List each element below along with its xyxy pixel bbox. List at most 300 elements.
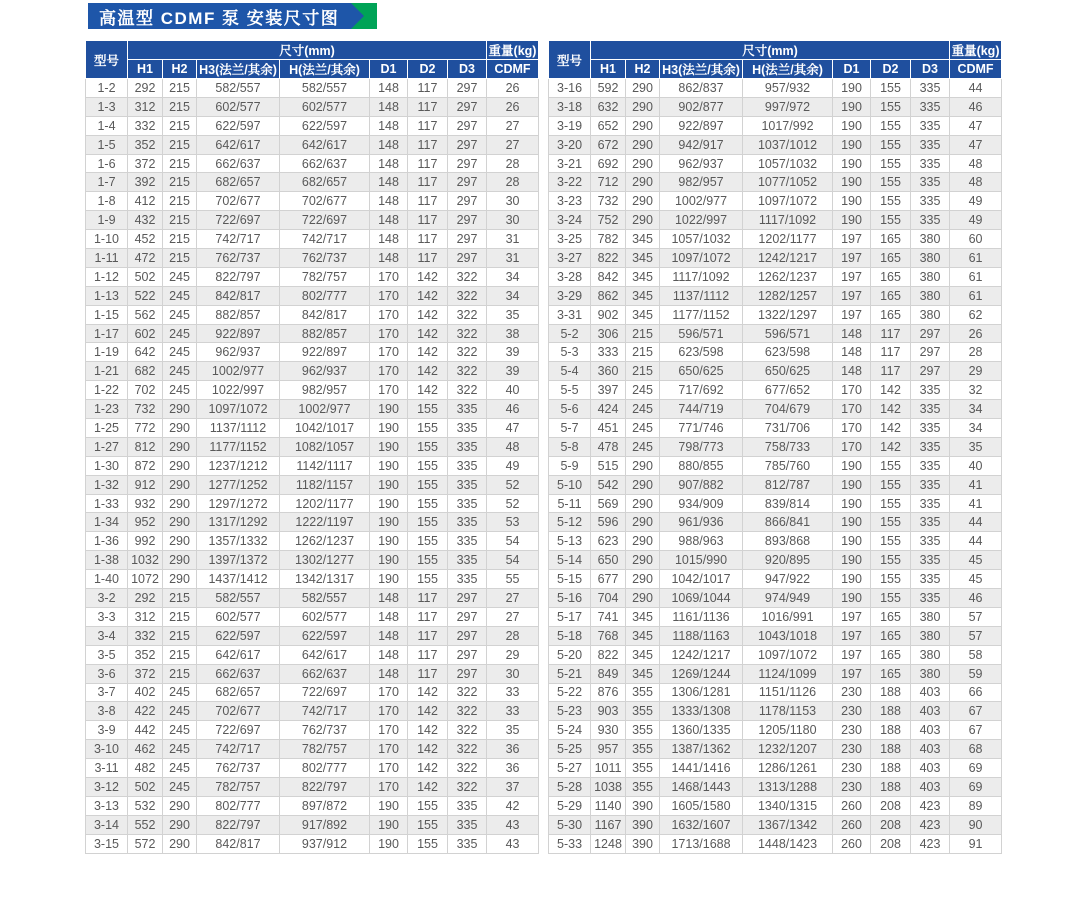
value-cell: 345 (626, 645, 660, 664)
value-cell: 502 (128, 777, 163, 796)
value-cell: 672 (591, 135, 626, 154)
value-cell: 197 (833, 286, 871, 305)
value-cell: 47 (950, 135, 1002, 154)
value-cell: 1097/1072 (743, 645, 833, 664)
value-cell: 190 (370, 796, 408, 815)
value-cell: 732 (128, 400, 163, 419)
value-cell: 62 (950, 305, 1002, 324)
value-cell: 380 (911, 249, 950, 268)
value-cell: 596/571 (660, 324, 743, 343)
value-cell: 622/597 (280, 116, 370, 135)
value-cell: 403 (911, 740, 950, 759)
value-cell: 1202/1177 (743, 230, 833, 249)
value-cell: 57 (950, 607, 1002, 626)
value-cell: 335 (911, 456, 950, 475)
value-cell: 170 (370, 267, 408, 286)
table-row (549, 551, 1002, 570)
col-group-dimensions: 尺寸(mm) (591, 41, 950, 60)
value-cell: 188 (871, 777, 911, 796)
value-cell: 45 (950, 570, 1002, 589)
value-cell: 650 (591, 551, 626, 570)
value-cell: 335 (911, 400, 950, 419)
table-row (86, 154, 539, 173)
value-cell: 423 (911, 834, 950, 853)
value-cell: 642/617 (197, 135, 280, 154)
value-cell: 89 (950, 796, 1002, 815)
value-cell: 290 (163, 456, 197, 475)
value-cell: 142 (408, 740, 448, 759)
model-cell: 3-29 (549, 286, 591, 305)
value-cell: 744/719 (660, 400, 743, 419)
value-cell: 312 (128, 607, 163, 626)
value-cell: 290 (163, 834, 197, 853)
value-cell: 34 (487, 286, 539, 305)
value-cell: 40 (950, 456, 1002, 475)
value-cell: 1306/1281 (660, 683, 743, 702)
value-cell: 170 (370, 381, 408, 400)
table-row (549, 211, 1002, 230)
value-cell: 215 (163, 97, 197, 116)
value-cell: 478 (591, 437, 626, 456)
col-group-weight: 重量(kg) (487, 41, 539, 60)
value-cell: 903 (591, 702, 626, 721)
table-row (549, 419, 1002, 438)
value-cell: 148 (370, 249, 408, 268)
table-row (86, 362, 539, 381)
value-cell: 215 (163, 645, 197, 664)
value-cell: 190 (370, 456, 408, 475)
value-cell: 335 (448, 532, 487, 551)
value-cell: 642/617 (280, 135, 370, 154)
value-cell: 622/597 (197, 626, 280, 645)
value-cell: 345 (626, 249, 660, 268)
value-cell: 26 (487, 97, 539, 116)
value-cell: 782 (591, 230, 626, 249)
value-cell: 34 (950, 400, 1002, 419)
value-cell: 1178/1153 (743, 702, 833, 721)
value-cell: 190 (370, 475, 408, 494)
value-cell: 165 (871, 645, 911, 664)
value-cell: 1202/1177 (280, 494, 370, 513)
table-row (549, 740, 1002, 759)
value-cell: 1262/1237 (280, 532, 370, 551)
value-cell: 215 (163, 173, 197, 192)
value-cell: 1002/977 (660, 192, 743, 211)
model-cell: 5-6 (549, 400, 591, 419)
value-cell: 54 (487, 532, 539, 551)
model-cell: 5-23 (549, 702, 591, 721)
value-cell: 1222/1197 (280, 513, 370, 532)
value-cell: 1117/1092 (660, 267, 743, 286)
value-cell: 722/697 (280, 211, 370, 230)
table-row (86, 211, 539, 230)
value-cell: 155 (408, 456, 448, 475)
value-cell: 842/817 (197, 834, 280, 853)
value-cell: 29 (487, 645, 539, 664)
value-cell: 937/912 (280, 834, 370, 853)
value-cell: 230 (833, 759, 871, 778)
value-cell: 297 (448, 79, 487, 98)
value-cell: 142 (408, 381, 448, 400)
value-cell: 155 (408, 815, 448, 834)
table-row (549, 305, 1002, 324)
value-cell: 1302/1277 (280, 551, 370, 570)
value-cell: 190 (833, 173, 871, 192)
value-cell: 215 (626, 362, 660, 381)
value-cell: 360 (591, 362, 626, 381)
value-cell: 974/949 (743, 589, 833, 608)
value-cell: 148 (370, 173, 408, 192)
value-cell: 215 (163, 230, 197, 249)
table-body-right (549, 79, 1002, 854)
value-cell: 142 (871, 437, 911, 456)
value-cell: 190 (370, 513, 408, 532)
value-cell: 602 (128, 324, 163, 343)
value-cell: 215 (163, 589, 197, 608)
table-row (86, 286, 539, 305)
value-cell: 762/737 (280, 249, 370, 268)
value-cell: 623/598 (743, 343, 833, 362)
value-cell: 297 (448, 607, 487, 626)
value-cell: 117 (408, 589, 448, 608)
value-cell: 322 (448, 267, 487, 286)
value-cell: 230 (833, 683, 871, 702)
value-cell: 117 (408, 249, 448, 268)
value-cell: 290 (626, 570, 660, 589)
value-cell: 390 (626, 834, 660, 853)
value-cell: 922/897 (660, 116, 743, 135)
model-cell: 1-8 (86, 192, 128, 211)
value-cell: 335 (911, 475, 950, 494)
value-cell: 44 (950, 79, 1002, 98)
value-cell: 762/737 (280, 721, 370, 740)
model-cell: 3-31 (549, 305, 591, 324)
value-cell: 197 (833, 607, 871, 626)
table-row (86, 173, 539, 192)
value-cell: 290 (626, 173, 660, 192)
value-cell: 117 (408, 135, 448, 154)
value-cell: 48 (950, 173, 1002, 192)
table-row (86, 97, 539, 116)
model-cell: 1-40 (86, 570, 128, 589)
value-cell: 731/706 (743, 419, 833, 438)
value-cell: 932 (128, 494, 163, 513)
table-row (86, 267, 539, 286)
value-cell: 662/637 (197, 154, 280, 173)
col-header-cdmf: CDMF (487, 60, 539, 79)
model-cell: 3-7 (86, 683, 128, 702)
value-cell: 335 (911, 532, 950, 551)
value-cell: 190 (370, 551, 408, 570)
value-cell: 345 (626, 305, 660, 324)
value-cell: 345 (626, 267, 660, 286)
value-cell: 1037/1012 (743, 135, 833, 154)
value-cell: 38 (487, 324, 539, 343)
value-cell: 215 (163, 626, 197, 645)
value-cell: 642 (128, 343, 163, 362)
value-cell: 197 (833, 645, 871, 664)
value-cell: 812 (128, 437, 163, 456)
value-cell: 290 (163, 551, 197, 570)
value-cell: 392 (128, 173, 163, 192)
value-cell: 335 (911, 437, 950, 456)
value-cell: 245 (163, 343, 197, 362)
value-cell: 170 (370, 343, 408, 362)
value-cell: 682/657 (197, 173, 280, 192)
value-cell: 866/841 (743, 513, 833, 532)
value-cell: 61 (950, 286, 1002, 305)
value-cell: 117 (871, 324, 911, 343)
value-cell: 230 (833, 721, 871, 740)
value-cell: 902/877 (660, 97, 743, 116)
model-cell: 3-14 (86, 815, 128, 834)
value-cell: 37 (487, 777, 539, 796)
value-cell: 1713/1688 (660, 834, 743, 853)
value-cell: 290 (163, 796, 197, 815)
table-row (549, 702, 1002, 721)
value-cell: 532 (128, 796, 163, 815)
table-row (549, 381, 1002, 400)
value-cell: 352 (128, 645, 163, 664)
model-cell: 1-10 (86, 230, 128, 249)
value-cell: 33 (487, 702, 539, 721)
model-cell: 3-28 (549, 267, 591, 286)
value-cell: 39 (487, 343, 539, 362)
value-cell: 335 (448, 815, 487, 834)
table-row (86, 494, 539, 513)
value-cell: 148 (370, 97, 408, 116)
value-cell: 28 (950, 343, 1002, 362)
model-cell: 3-25 (549, 230, 591, 249)
value-cell: 41 (950, 494, 1002, 513)
value-cell: 1097/1072 (197, 400, 280, 419)
value-cell: 322 (448, 702, 487, 721)
value-cell: 245 (626, 400, 660, 419)
value-cell: 1322/1297 (743, 305, 833, 324)
table-row (549, 154, 1002, 173)
model-cell: 5-11 (549, 494, 591, 513)
value-cell: 333 (591, 343, 626, 362)
value-cell: 188 (871, 759, 911, 778)
value-cell: 1468/1443 (660, 777, 743, 796)
value-cell: 197 (833, 267, 871, 286)
value-cell: 1117/1092 (743, 211, 833, 230)
table-row (549, 475, 1002, 494)
col-header-h: H(法兰/其余) (280, 60, 370, 79)
model-cell: 1-3 (86, 97, 128, 116)
value-cell: 190 (370, 570, 408, 589)
value-cell: 165 (871, 249, 911, 268)
value-cell: 423 (911, 815, 950, 834)
model-cell: 5-20 (549, 645, 591, 664)
model-cell: 5-25 (549, 740, 591, 759)
value-cell: 722/697 (197, 721, 280, 740)
value-cell: 1011 (591, 759, 626, 778)
value-cell: 912 (128, 475, 163, 494)
value-cell: 372 (128, 664, 163, 683)
value-cell: 397 (591, 381, 626, 400)
col-group-weight: 重量(kg) (950, 41, 1002, 60)
value-cell: 1015/990 (660, 551, 743, 570)
value-cell: 402 (128, 683, 163, 702)
value-cell: 155 (871, 135, 911, 154)
value-cell: 155 (871, 173, 911, 192)
col-group-dimensions: 尺寸(mm) (128, 41, 487, 60)
model-cell: 3-15 (86, 834, 128, 853)
value-cell: 190 (370, 494, 408, 513)
value-cell: 322 (448, 305, 487, 324)
value-cell: 1188/1163 (660, 626, 743, 645)
value-cell: 922/897 (197, 324, 280, 343)
value-cell: 165 (871, 626, 911, 645)
value-cell: 872 (128, 456, 163, 475)
value-cell: 290 (626, 475, 660, 494)
model-cell: 3-4 (86, 626, 128, 645)
value-cell: 322 (448, 721, 487, 740)
value-cell: 245 (163, 381, 197, 400)
table-header (549, 41, 1002, 79)
value-cell: 1016/991 (743, 607, 833, 626)
value-cell: 403 (911, 759, 950, 778)
value-cell: 60 (950, 230, 1002, 249)
value-cell: 155 (871, 456, 911, 475)
value-cell: 297 (448, 116, 487, 135)
value-cell: 335 (911, 135, 950, 154)
value-cell: 345 (626, 607, 660, 626)
value-cell: 335 (448, 456, 487, 475)
value-cell: 1367/1342 (743, 815, 833, 834)
model-cell: 5-7 (549, 419, 591, 438)
value-cell: 882/857 (280, 324, 370, 343)
value-cell: 1448/1423 (743, 834, 833, 853)
value-cell: 1232/1207 (743, 740, 833, 759)
model-cell: 1-6 (86, 154, 128, 173)
value-cell: 562 (128, 305, 163, 324)
model-cell: 3-20 (549, 135, 591, 154)
value-cell: 297 (448, 664, 487, 683)
value-cell: 52 (487, 475, 539, 494)
value-cell: 1397/1372 (197, 551, 280, 570)
table-row (549, 400, 1002, 419)
value-cell: 1097/1072 (660, 249, 743, 268)
value-cell: 762/737 (197, 249, 280, 268)
model-cell: 1-19 (86, 343, 128, 362)
table-row (86, 135, 539, 154)
value-cell: 822/797 (197, 815, 280, 834)
value-cell: 297 (448, 645, 487, 664)
value-cell: 1077/1052 (743, 173, 833, 192)
value-cell: 822 (591, 645, 626, 664)
value-cell: 290 (626, 589, 660, 608)
value-cell: 290 (626, 456, 660, 475)
table-row (86, 192, 539, 211)
value-cell: 1342/1317 (280, 570, 370, 589)
model-cell: 5-29 (549, 796, 591, 815)
table-row (549, 97, 1002, 116)
value-cell: 312 (128, 97, 163, 116)
model-cell: 1-11 (86, 249, 128, 268)
value-cell: 188 (871, 702, 911, 721)
value-cell: 297 (448, 135, 487, 154)
value-cell: 208 (871, 834, 911, 853)
value-cell: 47 (950, 116, 1002, 135)
model-cell: 5-30 (549, 815, 591, 834)
value-cell: 46 (950, 589, 1002, 608)
value-cell: 961/936 (660, 513, 743, 532)
table-row (86, 532, 539, 551)
col-header-model: 型号 (549, 41, 591, 79)
value-cell: 67 (950, 702, 1002, 721)
value-cell: 1632/1607 (660, 815, 743, 834)
value-cell: 1161/1136 (660, 607, 743, 626)
value-cell: 57 (950, 626, 1002, 645)
value-cell: 245 (626, 419, 660, 438)
value-cell: 332 (128, 116, 163, 135)
value-cell: 142 (408, 759, 448, 778)
model-cell: 3-22 (549, 173, 591, 192)
value-cell: 290 (163, 400, 197, 419)
value-cell: 142 (408, 305, 448, 324)
value-cell: 44 (950, 513, 1002, 532)
model-cell: 5-22 (549, 683, 591, 702)
model-cell: 3-8 (86, 702, 128, 721)
value-cell: 117 (408, 626, 448, 645)
value-cell: 1072 (128, 570, 163, 589)
value-cell: 148 (370, 116, 408, 135)
value-cell: 345 (626, 664, 660, 683)
model-cell: 1-21 (86, 362, 128, 381)
table-row (549, 532, 1002, 551)
value-cell: 290 (626, 211, 660, 230)
value-cell: 197 (833, 230, 871, 249)
value-cell: 30 (487, 664, 539, 683)
value-cell: 692 (591, 154, 626, 173)
col-header-d1: D1 (833, 60, 871, 79)
value-cell: 355 (626, 759, 660, 778)
value-cell: 432 (128, 211, 163, 230)
value-cell: 190 (370, 437, 408, 456)
value-cell: 297 (911, 343, 950, 362)
value-cell: 39 (487, 362, 539, 381)
value-cell: 1042/1017 (280, 419, 370, 438)
value-cell: 290 (626, 192, 660, 211)
value-cell: 1082/1057 (280, 437, 370, 456)
value-cell: 1282/1257 (743, 286, 833, 305)
col-header-d3: D3 (911, 60, 950, 79)
value-cell: 704 (591, 589, 626, 608)
value-cell: 148 (370, 607, 408, 626)
value-cell: 155 (871, 532, 911, 551)
value-cell: 1137/1112 (197, 419, 280, 438)
value-cell: 290 (163, 494, 197, 513)
value-cell: 215 (163, 249, 197, 268)
value-cell: 403 (911, 702, 950, 721)
value-cell: 1032 (128, 551, 163, 570)
value-cell: 260 (833, 834, 871, 853)
value-cell: 148 (370, 589, 408, 608)
model-cell: 3-27 (549, 249, 591, 268)
value-cell: 27 (487, 607, 539, 626)
value-cell: 542 (591, 475, 626, 494)
value-cell: 1248 (591, 834, 626, 853)
value-cell: 702/677 (197, 192, 280, 211)
value-cell: 1286/1261 (743, 759, 833, 778)
value-cell: 1437/1412 (197, 570, 280, 589)
value-cell: 155 (408, 551, 448, 570)
value-cell: 335 (911, 513, 950, 532)
table-row (86, 740, 539, 759)
value-cell: 245 (163, 702, 197, 721)
